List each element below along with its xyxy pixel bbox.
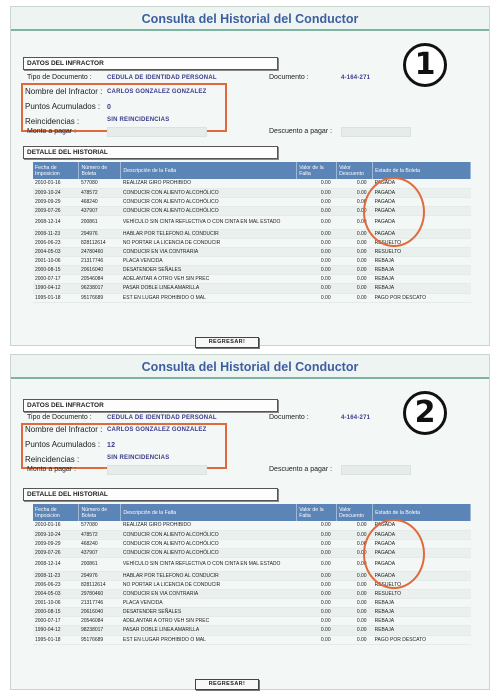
table-cell: 0.00 <box>337 557 373 571</box>
table-cell: PAGADA <box>373 557 471 571</box>
table-cell: 2004-05-03 <box>33 590 79 599</box>
table-cell: 1995-01-18 <box>33 635 79 644</box>
table-cell: 0.00 <box>337 215 373 229</box>
section-historial-header: DETALLE DEL HISTORIAL <box>23 488 278 501</box>
table-cell: 0.00 <box>297 179 337 188</box>
table-cell: 2004-05-03 <box>33 248 79 257</box>
table-cell: EST EN LUGAR PROHIBIDO O MAL <box>121 635 297 644</box>
table-cell: 21317746 <box>79 257 121 266</box>
table-cell: 0.00 <box>337 266 373 275</box>
table-cell: 1995-01-18 <box>33 293 79 302</box>
descuento-label: Descuento a pagar : <box>269 128 333 135</box>
table-cell: 0.00 <box>297 521 337 530</box>
table-cell: CONDUCIR CON ALIENTO ALCOHÓLICO <box>121 539 297 548</box>
regresar-button[interactable]: REGRESAR! <box>195 337 259 348</box>
table-cell: PAGADA <box>373 215 471 229</box>
table-cell: 2010-01-16 <box>33 521 79 530</box>
puntos-label: Puntos Acumulados : <box>25 102 101 111</box>
column-header: Valor de la Falta <box>297 162 337 179</box>
table-cell: NO PORTAR LA LICENCIA DE CONDUCIR <box>121 580 297 589</box>
table-cell: PAGO POR DESCATO <box>373 635 471 644</box>
table-cell: 98238017 <box>79 626 121 635</box>
table-cell: 577080 <box>79 521 121 530</box>
section-historial-header: DETALLE DEL HISTORIAL <box>23 146 278 159</box>
table-cell: REALIZAR GIRO PROHIBIDO <box>121 521 297 530</box>
table-cell: 0.00 <box>337 626 373 635</box>
table-cell: REBAJA <box>373 608 471 617</box>
table-cell: 468240 <box>79 197 121 206</box>
table-cell: VEHÍCULO SIN CINTA REFLECTIVA O CON CINTA EN MAL ESTADO <box>121 557 297 571</box>
table-cell: 478572 <box>79 530 121 539</box>
regresar-button[interactable]: REGRESAR! <box>195 679 259 690</box>
table-cell: 0.00 <box>337 580 373 589</box>
table-cell: 2008-12-14 <box>33 215 79 229</box>
table-cell: 0.00 <box>337 293 373 302</box>
table-cell: 0.00 <box>297 539 337 548</box>
table-cell: REBAJA <box>373 257 471 266</box>
table-cell: DESATENDER SEÑALES <box>121 608 297 617</box>
table-cell: 0.00 <box>337 248 373 257</box>
history-panel-1 <box>10 6 490 346</box>
monto-label: Monto a pagar : <box>27 128 77 135</box>
table-cell: DESATENDER SEÑALES <box>121 266 297 275</box>
table-cell: 0.00 <box>337 548 373 557</box>
table-cell: 0.00 <box>297 266 337 275</box>
table-row <box>33 293 471 302</box>
table-cell: REBAJA <box>373 275 471 284</box>
table-cell: 478572 <box>79 188 121 197</box>
table-cell: REALIZAR GIRO PROHIBIDO <box>121 179 297 188</box>
table-row <box>33 635 471 644</box>
table-cell: 2009-10-24 <box>33 188 79 197</box>
table-row <box>33 626 471 635</box>
table-cell: 2006-06-23 <box>33 238 79 247</box>
table-cell: 0.00 <box>337 635 373 644</box>
reincidencias-value: SIN REINCIDENCIAS <box>107 455 170 461</box>
table-row <box>33 248 471 257</box>
table-row <box>33 608 471 617</box>
documento-label: Documento : <box>269 414 309 421</box>
table-cell: 1990-04-12 <box>33 284 79 293</box>
table-cell: 1990-04-12 <box>33 626 79 635</box>
table-cell: PAGADA <box>373 530 471 539</box>
table-cell: 0.00 <box>297 206 337 215</box>
table-cell: PAGO POR DESCATO <box>373 293 471 302</box>
table-cell: VEHÍCULO SIN CINTA REFLECTIVA O CON CINTA EN MAL ESTADO <box>121 215 297 229</box>
table-cell: 20546084 <box>79 275 121 284</box>
table-cell: 0.00 <box>297 530 337 539</box>
history-panel-2 <box>10 354 490 690</box>
table-cell: 0.00 <box>337 188 373 197</box>
table-cell: 2009-07-26 <box>33 206 79 215</box>
reincidencias-label: Reincidencias : <box>25 455 80 464</box>
table-cell: 0.00 <box>297 580 337 589</box>
column-header: Descripción de la Falta <box>121 504 297 521</box>
column-header: Número de Boleta <box>79 504 121 521</box>
table-cell: 0.00 <box>297 571 337 580</box>
table-cell: 0.00 <box>297 293 337 302</box>
table-cell: PLACA VENCIDA <box>121 599 297 608</box>
table-cell: 0.00 <box>337 571 373 580</box>
table-cell: 0.00 <box>297 557 337 571</box>
table-row <box>33 599 471 608</box>
table-cell: PAGADA <box>373 188 471 197</box>
table-cell: 2000-07-17 <box>33 617 79 626</box>
table-cell: RESUELTO <box>373 238 471 247</box>
table-cell: CONDUCIR EN VIA CONTRARIA <box>121 590 297 599</box>
table-cell: CONDUCIR CON ALIENTO ALCOHÓLICO <box>121 206 297 215</box>
table-cell: 0.00 <box>337 257 373 266</box>
tipo-documento-label: Tipo de Documento : <box>27 414 92 421</box>
table-cell: 2010-01-16 <box>33 179 79 188</box>
table-cell: NO PORTAR LA LICENCIA DE CONDUCIR <box>121 238 297 247</box>
table-cell: 2009-10-24 <box>33 530 79 539</box>
table-cell: 2009-09-29 <box>33 539 79 548</box>
table-cell: 29780460 <box>79 590 121 599</box>
column-header: Estado de la Boleta <box>373 162 471 179</box>
table-row <box>33 275 471 284</box>
documento-value: 4-164-271 <box>341 415 371 421</box>
table-cell: EST EN LUGAR PROHIBIDO O MAL <box>121 293 297 302</box>
table-cell: 0.00 <box>337 275 373 284</box>
column-header: Estado de la Boleta <box>373 504 471 521</box>
table-cell: 2008-11-23 <box>33 229 79 238</box>
table-cell: 0.00 <box>337 229 373 238</box>
table-cell: 437907 <box>79 548 121 557</box>
table-cell: 0.00 <box>337 608 373 617</box>
table-cell: 0.00 <box>297 284 337 293</box>
section-infractor-header: DATOS DEL INFRACTOR <box>23 399 278 412</box>
table-cell: 2001-10-06 <box>33 257 79 266</box>
table-cell: PAGADA <box>373 548 471 557</box>
nombre-label: Nombre del Infractor : <box>25 425 103 434</box>
descuento-label: Descuento a pagar : <box>269 466 333 473</box>
table-cell: HABLAR POR TELEFONO AL CONDUCIR <box>121 229 297 238</box>
table-cell: REBAJA <box>373 284 471 293</box>
column-header: Fecha de Imposicion <box>33 504 79 521</box>
table-row <box>33 617 471 626</box>
table-row <box>33 257 471 266</box>
table-cell: 0.00 <box>297 215 337 229</box>
table-cell: 0.00 <box>337 530 373 539</box>
monto-label: Monto a pagar : <box>27 466 77 473</box>
table-cell: 200861 <box>79 557 121 571</box>
estado-highlight-oval <box>363 519 425 589</box>
table-cell: 0.00 <box>297 257 337 266</box>
tipo-documento-value: CEDULA DE IDENTIDAD PERSONAL <box>107 415 217 421</box>
table-cell: 2000-08-15 <box>33 608 79 617</box>
table-cell: 0.00 <box>297 248 337 257</box>
table-cell: 0.00 <box>297 599 337 608</box>
table-cell: 0.00 <box>297 229 337 238</box>
table-cell: CONDUCIR CON ALIENTO ALCOHÓLICO <box>121 197 297 206</box>
table-cell: 0.00 <box>297 275 337 284</box>
table-cell: PAGADA <box>373 539 471 548</box>
table-cell: ADELANTAR A OTRO VEH SIN PREC <box>121 617 297 626</box>
puntos-label: Puntos Acumulados : <box>25 440 101 449</box>
table-cell: 0.00 <box>337 238 373 247</box>
puntos-value: 0 <box>107 104 112 111</box>
table-cell: PAGADA <box>373 179 471 188</box>
monto-field <box>107 127 207 137</box>
step-2-badge: 2 <box>403 391 447 435</box>
table-cell: 0.00 <box>337 197 373 206</box>
documento-label: Documento : <box>269 74 309 81</box>
table-cell: 294976 <box>79 571 121 580</box>
table-cell: 294976 <box>79 229 121 238</box>
table-cell: PAGADA <box>373 521 471 530</box>
table-cell: PAGADA <box>373 206 471 215</box>
table-cell: 0.00 <box>297 626 337 635</box>
table-cell: 24780460 <box>79 248 121 257</box>
table-cell: REBAJA <box>373 626 471 635</box>
table-cell: HABLAR POR TELEFONO AL CONDUCIR <box>121 571 297 580</box>
table-cell: REBAJA <box>373 617 471 626</box>
step-1-badge: 1 <box>403 43 447 87</box>
table-cell: 20616040 <box>79 608 121 617</box>
table-cell: 20616040 <box>79 266 121 275</box>
table-cell: 0.00 <box>337 284 373 293</box>
estado-highlight-oval <box>363 177 425 247</box>
table-cell: 437907 <box>79 206 121 215</box>
page-title: Consulta del Historial del Conductor <box>11 355 489 379</box>
table-cell: REBAJA <box>373 266 471 275</box>
table-cell: CONDUCIR CON ALIENTO ALCOHÓLICO <box>121 188 297 197</box>
table-cell: CONDUCIR EN VIA CONTRARIA <box>121 248 297 257</box>
table-cell: PASAR DOBLE LINEA AMARILLA <box>121 284 297 293</box>
table-cell: 95176689 <box>79 293 121 302</box>
table-cell: 468240 <box>79 539 121 548</box>
table-cell: 2009-09-29 <box>33 197 79 206</box>
nombre-value: CARLOS GONZALEZ GONZALEZ <box>107 427 207 433</box>
table-cell: 0.00 <box>337 590 373 599</box>
table-cell: 0.00 <box>297 635 337 644</box>
section-infractor-header: DATOS DEL INFRACTOR <box>23 57 278 70</box>
table-cell: 200861 <box>79 215 121 229</box>
table-cell: 828112614 <box>79 580 121 589</box>
table-cell: REBAJA <box>373 599 471 608</box>
descuento-field <box>341 465 411 475</box>
reincidencias-label: Reincidencias : <box>25 117 80 126</box>
table-cell: ADELANTAR A OTRO VEH SIN PREC <box>121 275 297 284</box>
table-cell: 0.00 <box>337 521 373 530</box>
tipo-documento-value: CEDULA DE IDENTIDAD PERSONAL <box>107 75 217 81</box>
column-header: Valor de la Falta <box>297 504 337 521</box>
nombre-label: Nombre del Infractor : <box>25 87 103 96</box>
table-cell: 0.00 <box>297 590 337 599</box>
table-cell: 20546084 <box>79 617 121 626</box>
table-cell: 95176689 <box>79 635 121 644</box>
reincidencias-value: SIN REINCIDENCIAS <box>107 117 170 123</box>
table-cell: 0.00 <box>297 197 337 206</box>
documento-value: 4-164-271 <box>341 75 371 81</box>
column-header: Valor Descuento <box>337 162 373 179</box>
table-cell: 96238017 <box>79 284 121 293</box>
column-header: Fecha de Imposicion <box>33 162 79 179</box>
table-row <box>33 266 471 275</box>
table-cell: 2008-12-14 <box>33 557 79 571</box>
table-cell: 0.00 <box>297 238 337 247</box>
table-cell: PLACA VENCIDA <box>121 257 297 266</box>
column-header: Descripción de la Falta <box>121 162 297 179</box>
tipo-documento-label: Tipo de Documento : <box>27 74 92 81</box>
table-cell: 2008-11-23 <box>33 571 79 580</box>
table-cell: 0.00 <box>337 617 373 626</box>
puntos-value: 12 <box>107 442 116 449</box>
table-cell: 0.00 <box>297 608 337 617</box>
table-cell: 0.00 <box>297 188 337 197</box>
column-header: Número de Boleta <box>79 162 121 179</box>
table-cell: PAGADA <box>373 229 471 238</box>
table-row <box>33 590 471 599</box>
table-cell: 2000-07-17 <box>33 275 79 284</box>
table-cell: 2006-06-23 <box>33 580 79 589</box>
table-cell: 0.00 <box>337 599 373 608</box>
table-cell: 0.00 <box>337 179 373 188</box>
table-cell: PAGADA <box>373 197 471 206</box>
monto-field <box>107 465 207 475</box>
table-cell: 0.00 <box>297 548 337 557</box>
table-cell: CONDUCIR CON ALIENTO ALCOHÓLICO <box>121 548 297 557</box>
table-cell: PASAR DOBLE LINEA AMARILLA <box>121 626 297 635</box>
table-cell: 0.00 <box>297 617 337 626</box>
page-title: Consulta del Historial del Conductor <box>11 7 489 31</box>
table-cell: 21317746 <box>79 599 121 608</box>
table-cell: 2001-10-06 <box>33 599 79 608</box>
table-cell: 577080 <box>79 179 121 188</box>
table-cell: 828112614 <box>79 238 121 247</box>
table-cell: RESUELTO <box>373 590 471 599</box>
table-cell: 2009-07-26 <box>33 548 79 557</box>
table-cell: RESUELTO <box>373 248 471 257</box>
table-row <box>33 284 471 293</box>
table-cell: 2000-08-15 <box>33 266 79 275</box>
nombre-value: CARLOS GONZALEZ GONZALEZ <box>107 89 207 95</box>
table-cell: 0.00 <box>337 539 373 548</box>
column-header: Valor Descuento <box>337 504 373 521</box>
descuento-field <box>341 127 411 137</box>
table-cell: RESUELTO <box>373 580 471 589</box>
table-cell: 0.00 <box>337 206 373 215</box>
table-cell: PAGADA <box>373 571 471 580</box>
table-cell: CONDUCIR CON ALIENTO ALCOHÓLICO <box>121 530 297 539</box>
